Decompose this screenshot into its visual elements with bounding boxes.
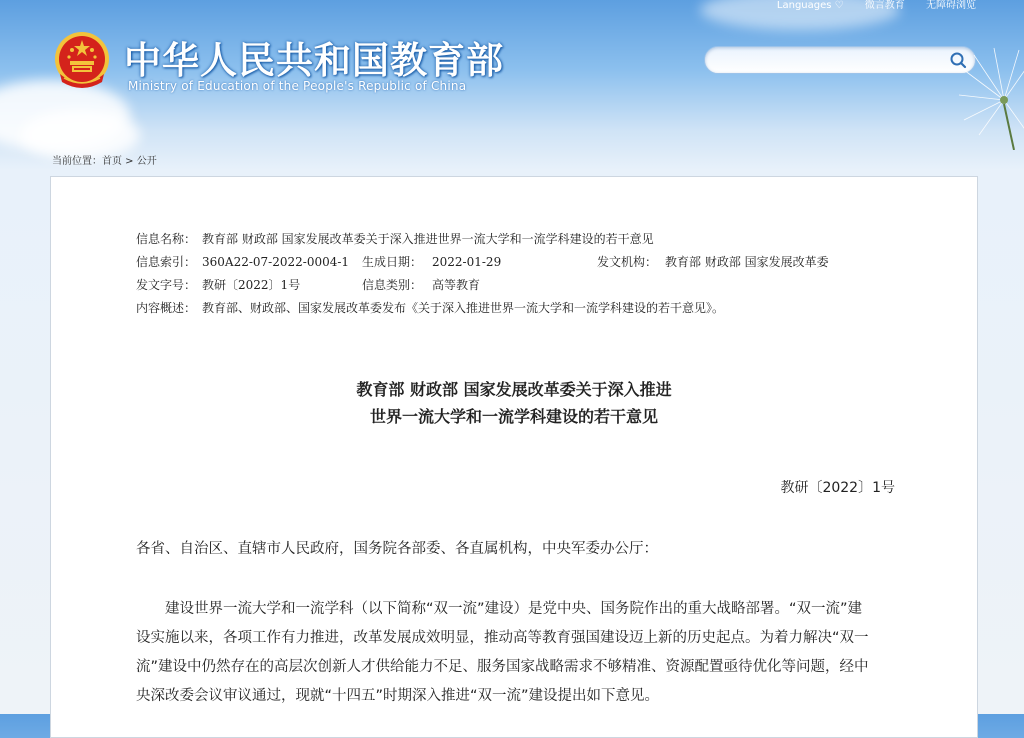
search-input[interactable]: [717, 50, 941, 70]
paragraph-line: 设实施以来，各项工作有力推进，改革发展成效明显，推动高等教育强国建设迈上新的历史起点。为着力解决“双一: [136, 630, 869, 646]
breadcrumb: [52, 152, 157, 167]
accessibility-link[interactable]: 无障碍浏览: [926, 0, 976, 11]
site-title[interactable]: 中华人民共和国教育部: [124, 39, 504, 82]
meta-name-value: 教育部 财政部 国家发展改革委关于深入推进世界一流大学和一流学科建设的若干意见: [202, 232, 654, 246]
document-number: 教研〔2022〕1号: [780, 480, 895, 496]
meta-date-label: 生成日期：: [362, 255, 423, 269]
paragraph-line: 央深改委会议审议通过，现就“十四五”时期深入推进“双一流”建设提出如下意见。: [136, 688, 660, 704]
meta-summary-row: [136, 299, 724, 316]
top-nav: [759, 0, 976, 11]
national-emblem-icon[interactable]: [52, 30, 112, 92]
salutation: 各省、自治区、直辖市人民政府，国务院各部委、各直属机构，中央军委办公厅：: [136, 541, 658, 557]
weibo-link[interactable]: 微言教育: [864, 0, 905, 11]
meta-category-value: 高等教育: [432, 278, 481, 292]
meta-summary-label: 内容概述：: [136, 301, 197, 315]
meta-issuer-row: [597, 253, 829, 270]
breadcrumb-current-link[interactable]: 公开: [136, 156, 157, 167]
meta-index-label: 信息索引：: [136, 255, 197, 269]
search-box: [704, 46, 976, 74]
meta-docno-row: [136, 276, 300, 293]
languages-link[interactable]: Languages ♡: [776, 0, 844, 11]
meta-docno-value: 教研〔2022〕1号: [202, 278, 301, 292]
meta-category-row: [362, 276, 480, 293]
breadcrumb-separator: >: [122, 156, 137, 167]
meta-category-label: 信息类别：: [362, 278, 423, 292]
dandelion-decoration-icon: [944, 40, 1024, 150]
breadcrumb-home-link[interactable]: 首页: [102, 156, 122, 167]
meta-docno-label: 发文字号：: [136, 278, 197, 292]
meta-date-value: 2022-01-29: [432, 255, 502, 269]
paragraph-line: 建设世界一流大学和一流学科（以下简称“双一流”建设）是党中央、国务院作出的重大战略部署。“双一流”建: [136, 601, 863, 617]
site-subtitle: Ministry of Education of the People's Republic of China: [128, 79, 467, 93]
meta-name-row: [136, 230, 654, 247]
document-title-line-1: 教育部 财政部 国家发展改革委关于深入推进: [356, 380, 672, 399]
document-title-line-2: 世界一流大学和一流学科建设的若干意见: [369, 407, 658, 426]
meta-summary-value: 教育部、财政部、国家发展改革委发布《关于深入推进世界一流大学和一流学科建设的若干意见》。: [202, 301, 725, 315]
meta-index-value: 360A22-07-2022-0004-1: [202, 255, 350, 269]
content-panel: [50, 176, 978, 738]
meta-date-row: [362, 253, 501, 270]
meta-index-row: [136, 253, 349, 270]
meta-name-label: 信息名称：: [136, 232, 197, 246]
paragraph-line: 流”建设中仍然存在的高层次创新人才供给能力不足、服务国家战略需求不够精准、资源配置亟待优化等问题，经中: [136, 659, 869, 675]
meta-issuer-label: 发文机构：: [597, 255, 658, 269]
meta-issuer-value: 教育部 财政部 国家发展改革委: [665, 255, 829, 269]
breadcrumb-prefix: 当前位置：: [52, 156, 102, 167]
